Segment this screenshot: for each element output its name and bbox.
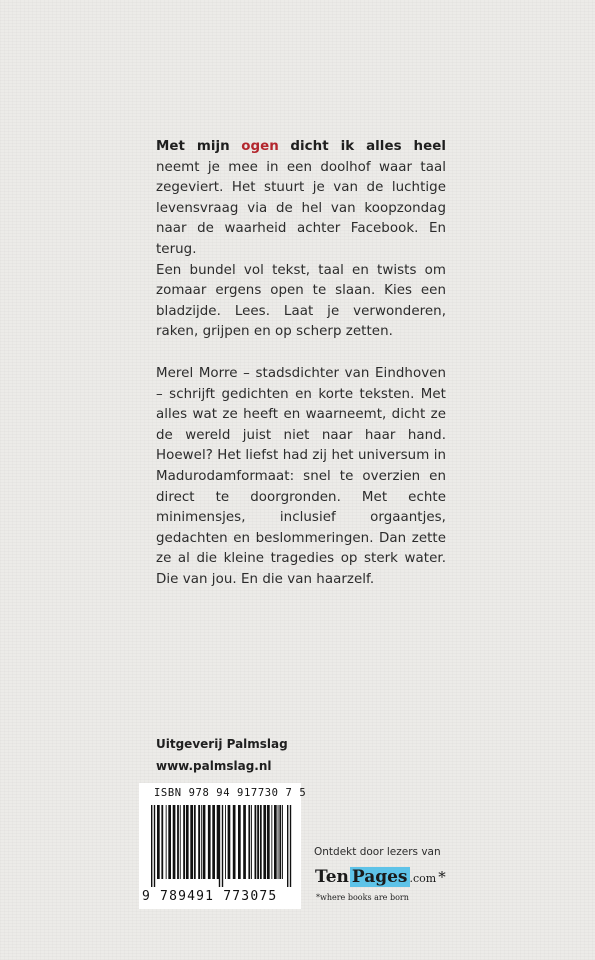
barcode-bar bbox=[238, 805, 241, 879]
book-title-part-1: Met mijn bbox=[156, 139, 230, 154]
barcode-bar bbox=[198, 805, 200, 879]
barcode-bar bbox=[166, 805, 167, 879]
barcode-bar bbox=[233, 805, 236, 879]
barcode-bar bbox=[219, 805, 220, 887]
blurb-text bbox=[156, 137, 446, 590]
tenpages-logo-star: * bbox=[438, 868, 446, 886]
barcode-bar bbox=[161, 805, 163, 879]
publisher-website: www.palmslag.nl bbox=[156, 759, 272, 773]
tenpages-tagline: *where books are born bbox=[316, 893, 409, 902]
barcode-bar bbox=[177, 805, 179, 879]
barcode-bar bbox=[201, 805, 202, 879]
ean-digits: 9 789491 773075 bbox=[142, 889, 278, 904]
barcode-bar bbox=[267, 805, 270, 879]
barcode-bar bbox=[157, 805, 160, 879]
tenpages-logo-ten: Ten bbox=[315, 867, 349, 887]
barcode-bar bbox=[222, 805, 223, 887]
barcode-bar bbox=[278, 805, 279, 879]
barcode-bar bbox=[290, 805, 291, 887]
book-title-part-2: dicht ik alles heel bbox=[290, 139, 446, 154]
barcode-bar bbox=[271, 805, 272, 879]
barcode-bar bbox=[225, 805, 226, 879]
barcode-icon bbox=[139, 803, 301, 891]
barcode-bar bbox=[208, 805, 211, 879]
barcode-bar bbox=[282, 805, 283, 879]
barcode-bar bbox=[251, 805, 252, 879]
barcode-bar bbox=[180, 805, 181, 879]
blurb-paragraph-1-text: neemt je mee in een doolhof waar taal zegeviert. Het stuurt je van de luchtige levensvraag via de hel van koopzondag naar de waarheid achter Facebook. En terug. bbox=[156, 159, 446, 257]
barcode-bar bbox=[212, 805, 215, 879]
tenpages-logo bbox=[315, 867, 446, 889]
barcode-bar bbox=[186, 805, 189, 879]
blurb-paragraph-1 bbox=[156, 137, 446, 261]
barcode-bar bbox=[260, 805, 262, 879]
barcode-bar bbox=[263, 805, 266, 879]
tenpages-discovered-label: Ontdekt door lezers van bbox=[314, 846, 441, 858]
barcode-bar bbox=[194, 805, 196, 879]
barcode-bar bbox=[274, 805, 277, 879]
barcode-bar bbox=[257, 805, 259, 879]
book-title-highlight: ogen bbox=[241, 139, 279, 154]
blurb-paragraph-2: Een bundel vol tekst, taal en twists om zomaar ergens open te slaan. Kies een bladzijde. Lees. Laat je verwonderen, raken, grijpen en op scherp zetten. bbox=[156, 262, 446, 340]
barcode-bar bbox=[154, 805, 155, 887]
barcode-bar bbox=[168, 805, 171, 879]
tenpages-logo-com: .com bbox=[409, 872, 437, 885]
barcode-bar bbox=[243, 805, 246, 879]
barcode-bar bbox=[203, 805, 206, 879]
barcode-bar bbox=[248, 805, 250, 879]
barcode-bar bbox=[173, 805, 176, 879]
isbn-text: ISBN 978 94 917730 7 5 bbox=[154, 787, 307, 799]
barcode-bar bbox=[255, 805, 257, 879]
barcode-bar bbox=[151, 805, 152, 887]
publisher-name: Uitgeverij Palmslag bbox=[156, 737, 288, 751]
publisher-block bbox=[156, 733, 288, 777]
blurb-paragraph-3: Merel Morre – stadsdichter van Eindhoven – schrijft gedichten en korte teksten. Met alles wat ze heeft en waarneemt, dicht ze de wereld juist niet naar haar hand. Hoewel? Het liefst had zij het universum in Madurodamformaat: snel te overzien en direct te doorgronden. Met echte minimensjes, inclusief orgaantjes, gedachten en beslommeringen. Dan zette ze al die kleine tragedies op sterk water. Die van jou. En die van haarzelf. bbox=[156, 365, 446, 587]
barcode-bar bbox=[279, 805, 281, 879]
barcode-bar bbox=[183, 805, 185, 879]
barcode-bar bbox=[190, 805, 193, 879]
tenpages-logo-pages: Pages bbox=[351, 867, 408, 887]
barcode-bar bbox=[228, 805, 231, 879]
barcode-bar bbox=[287, 805, 288, 887]
